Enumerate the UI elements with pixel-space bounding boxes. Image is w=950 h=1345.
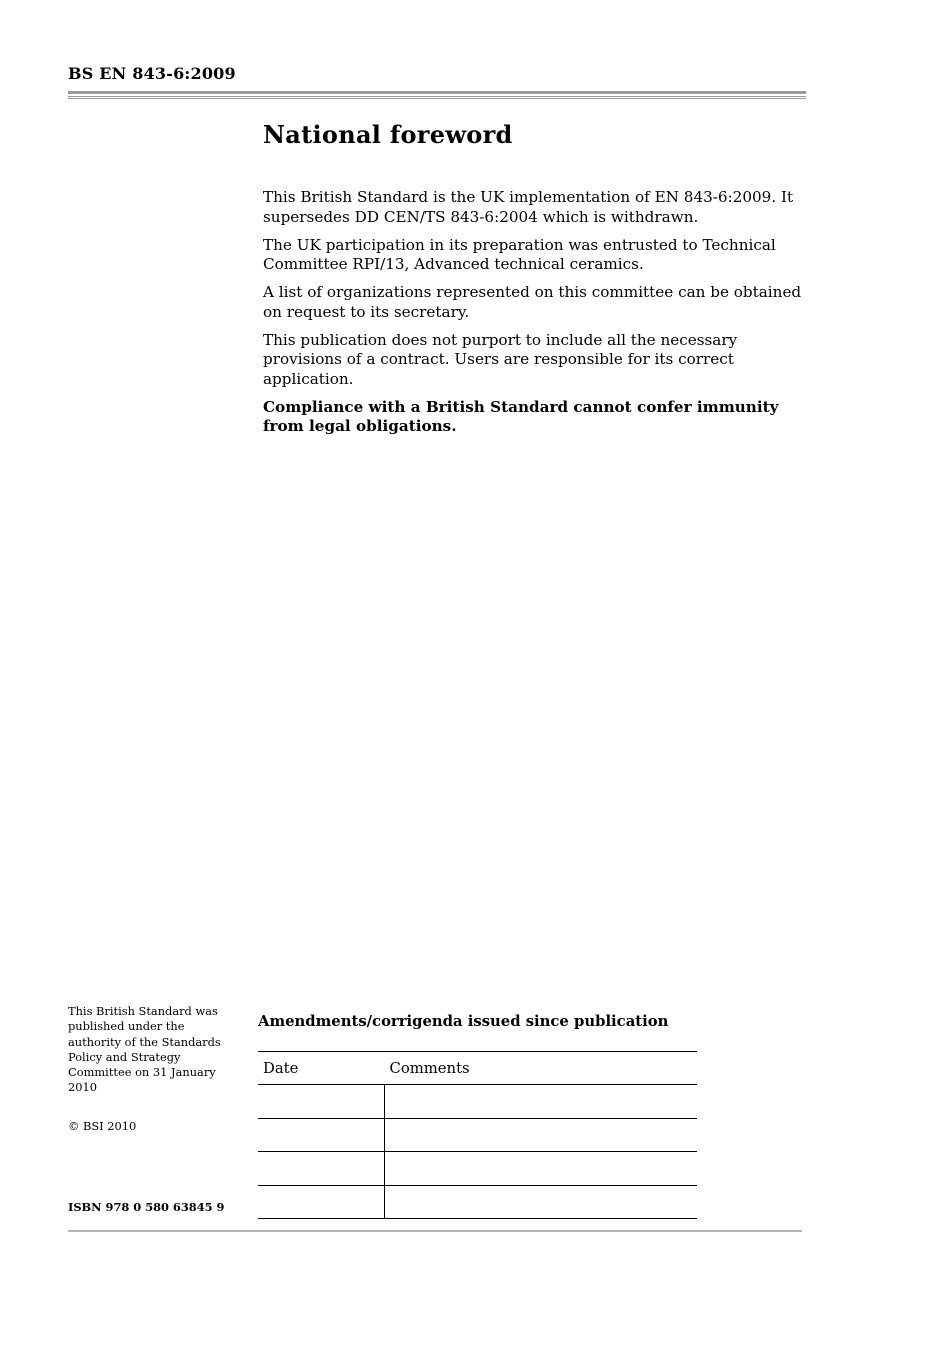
comments-cell xyxy=(385,1085,698,1118)
amendments-table xyxy=(258,1051,697,1219)
date-cell xyxy=(258,1152,385,1185)
table-row xyxy=(258,1085,697,1118)
table-row xyxy=(258,1152,697,1185)
paragraph-organizations: A list of organizations represented on this committee can be obtained on request to its secretary. xyxy=(263,283,802,321)
standard-number: BS EN 843-6:2009 xyxy=(68,64,236,83)
table-row xyxy=(258,1185,697,1218)
table-header-row xyxy=(258,1052,697,1085)
table-row xyxy=(258,1118,697,1151)
amendments-heading: Amendments/corrigenda issued since publication xyxy=(258,1013,669,1030)
header-rule-thin-1 xyxy=(68,96,806,97)
paragraph-provisions: This publication does not purport to include all the necessary provisions of a contract. Users are responsible for its correct application. xyxy=(263,330,738,388)
comments-cell xyxy=(385,1152,698,1185)
footer-rule xyxy=(68,1230,802,1232)
date-cell xyxy=(258,1185,385,1218)
paragraph-implementation: This British Standard is the UK implementation of EN 843-6:2009. It supersedes DD CEN/TS 843-6:2004 which is withdrawn. xyxy=(263,188,794,226)
paragraph-compliance: Compliance with a British Standard cannot confer immunity from legal obligations. xyxy=(263,397,779,435)
isbn: ISBN 978 0 580 63845 9 xyxy=(68,1200,225,1214)
column-header-comments: Comments xyxy=(385,1052,698,1085)
paragraph-participation: The UK participation in its preparation was entrusted to Technical Committee RPI/13, Advanced technical ceramics. xyxy=(263,235,776,273)
date-cell xyxy=(258,1118,385,1151)
comments-cell xyxy=(385,1185,698,1218)
foreword-body xyxy=(263,188,803,445)
column-header-date: Date xyxy=(258,1052,385,1085)
publication-sidebar xyxy=(68,1004,238,1214)
page-title: National foreword xyxy=(263,120,513,149)
date-cell xyxy=(258,1085,385,1118)
copyright-notice: © BSI 2010 xyxy=(68,1119,137,1133)
header-rule-thin-2 xyxy=(68,98,806,99)
comments-cell xyxy=(385,1118,698,1151)
header-rule-thick xyxy=(68,91,806,94)
publication-note: This British Standard was published under the authority of the Standards Policy and Strategy Committee on 31 January 2010 xyxy=(68,1004,221,1095)
